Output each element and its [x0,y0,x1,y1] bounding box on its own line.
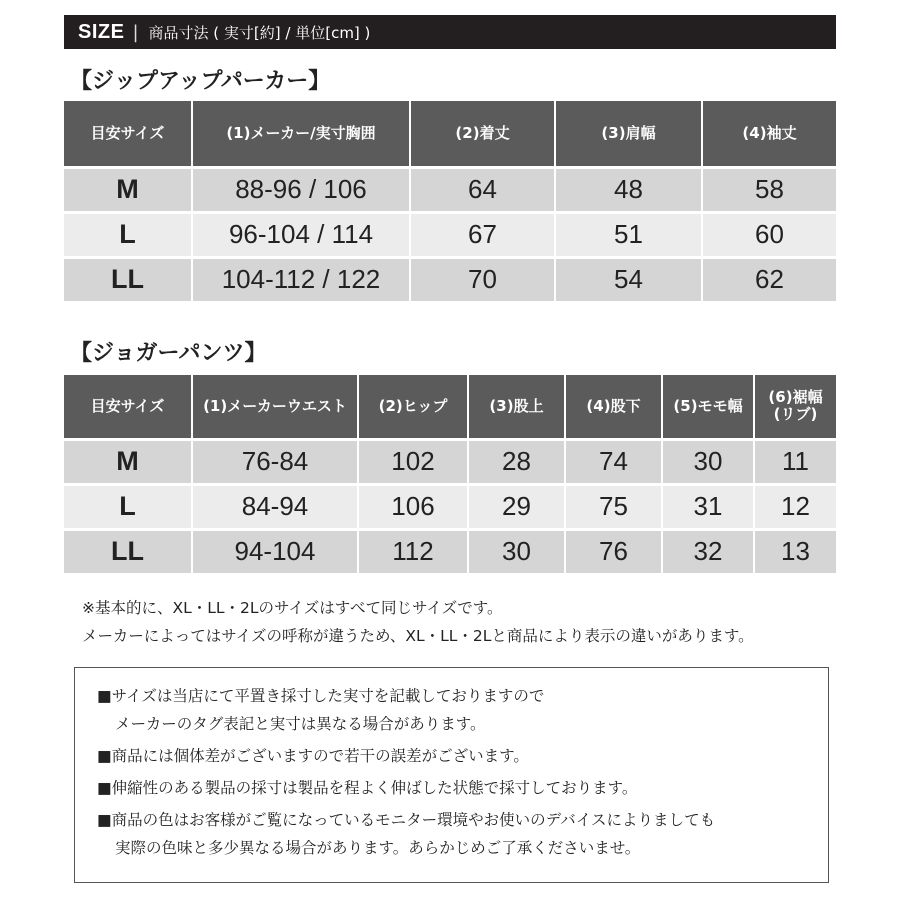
column-header: (4)股下 [565,375,662,439]
disclaimer-item [97,806,828,862]
table-cell: 67 [410,212,555,257]
size-notes [82,594,754,650]
disclaimer-item [97,682,828,738]
table-cell: 60 [702,212,836,257]
pants-title: 【ジョガーパンツ】 [70,341,267,366]
table-cell: 74 [565,439,662,484]
table-cell: 75 [565,484,662,529]
table-cell: 32 [662,529,754,574]
size-cell: L [64,484,192,529]
table-cell: 112 [358,529,468,574]
table-row [64,167,836,212]
table-row [64,212,836,257]
disclaimer-text-cont: メーカーのタグ表記と実寸は異なる場合があります。 [115,715,486,733]
disclaimer-item [97,742,828,770]
table-row [64,257,836,302]
table-cell: 70 [410,257,555,302]
size-label: SIZE [78,20,125,43]
column-header: (2)ヒップ [358,375,468,439]
size-cell: LL [64,257,192,302]
table-cell: 51 [555,212,702,257]
disclaimer-text: ■商品の色はお客様がご覧になっているモニター環境やお使いのデバイスによりましても [97,811,716,829]
note-line: メーカーによってはサイズの呼称が違うため、XL・LL・2Lと商品により表示の違いがあります。 [82,627,754,645]
disclaimer-text-cont: 実際の色味と多少異なる場合があります。あらかじめご了承くださいませ。 [115,839,641,857]
table-cell: 88-96 / 106 [192,167,410,212]
header-separator: | [132,21,139,43]
table-cell: 58 [702,167,836,212]
size-cell: L [64,212,192,257]
table-row [64,484,836,529]
hoodie-header-row [64,101,836,167]
table-cell: 104-112 / 122 [192,257,410,302]
column-header: 目安サイズ [64,101,192,167]
table-cell: 54 [555,257,702,302]
table-cell: 96-104 / 114 [192,212,410,257]
table-cell: 13 [754,529,836,574]
table-cell: 30 [468,529,565,574]
hoodie-title: 【ジップアップパーカー】 [70,69,331,94]
column-header: (1)メーカーウエスト [192,375,358,439]
pants-header-row [64,375,836,439]
table-cell: 11 [754,439,836,484]
column-header-line1: (6)裾幅 [768,388,823,406]
column-header [754,375,836,439]
disclaimer-box [74,667,829,883]
column-header: (4)袖丈 [702,101,836,167]
column-header: (3)股上 [468,375,565,439]
table-cell: 84-94 [192,484,358,529]
table-row [64,529,836,574]
size-cell: M [64,167,192,212]
column-header: (2)着丈 [410,101,555,167]
column-header: (3)肩幅 [555,101,702,167]
column-header: (1)メーカー/実寸胸囲 [192,101,410,167]
disclaimer-text: ■商品には個体差がございますので若干の誤差がございます。 [97,747,529,765]
table-cell: 102 [358,439,468,484]
table-cell: 48 [555,167,702,212]
table-cell: 94-104 [192,529,358,574]
table-cell: 29 [468,484,565,529]
header-subtitle: 商品寸法 ( 実寸[約] / 単位[cm] ) [148,23,371,42]
hoodie-size-table [64,101,836,304]
table-cell: 76-84 [192,439,358,484]
table-cell: 62 [702,257,836,302]
size-cell: LL [64,529,192,574]
disclaimer-text: ■サイズは当店にて平置き採寸した実寸を記載しておりますので [97,687,545,705]
table-cell: 64 [410,167,555,212]
size-cell: M [64,439,192,484]
section-header [64,15,836,49]
table-cell: 106 [358,484,468,529]
table-row [64,439,836,484]
pants-size-table [64,375,836,576]
column-header: 目安サイズ [64,375,192,439]
table-cell: 76 [565,529,662,574]
disclaimer-item [97,774,828,802]
table-cell: 30 [662,439,754,484]
table-cell: 28 [468,439,565,484]
column-header: (5)モモ幅 [662,375,754,439]
table-cell: 12 [754,484,836,529]
column-header-line2: (リブ) [773,405,818,424]
table-cell: 31 [662,484,754,529]
note-line: ※基本的に、XL・LL・2Lのサイズはすべて同じサイズです。 [82,599,503,617]
disclaimer-text: ■伸縮性のある製品の採寸は製品を程よく伸ばした状態で採寸しております。 [97,779,638,797]
